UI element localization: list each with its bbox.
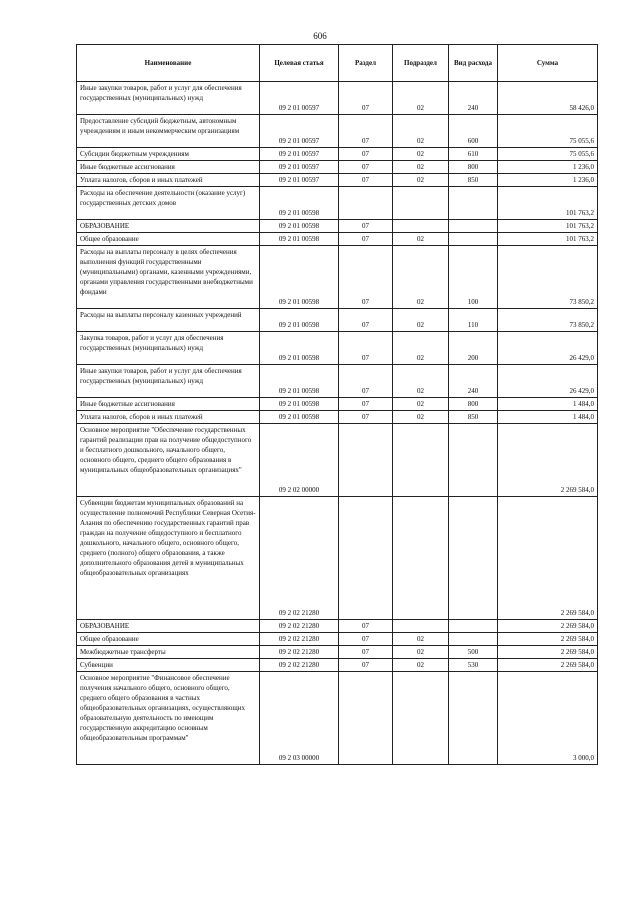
row-subsection: 02	[393, 148, 449, 161]
row-name: Расходы на выплаты персоналу в целях обеспечения выполнения функций государственными (муниципальными) органами, казенными учреждениями, органами управления государственными внебюджетными фондами	[77, 246, 260, 309]
row-subsection: 02	[393, 398, 449, 411]
row-section: 07	[339, 82, 393, 115]
table-row	[77, 672, 598, 765]
row-subsection	[393, 220, 449, 233]
row-expense-type	[449, 233, 498, 246]
column-header-sum: Сумма	[498, 45, 598, 82]
row-sum: 2 269 584,0	[498, 424, 598, 497]
row-sum: 73 850,2	[498, 309, 598, 332]
row-name: Субвенции бюджетам муниципальных образований на осуществление полномочий Республики Северная Осетия-Алания по обеспечению государственных гарантий прав граждан на получение общедоступного и бесплатного дошкольного, начального общего, основного общего, среднего (полного) общего образования, а также дополнительного образования детей в муниципальных общеобразовательных организациях	[77, 497, 260, 620]
row-name: Иные закупки товаров, работ и услуг для обеспечения государственных (муниципальных) нужд	[77, 82, 260, 115]
row-name: Основное мероприятие "Финансовое обеспечение получения начального общего, основного общего, среднего общего образования в частных общеобразовательных организациях, осуществляющих образовательную деятельность по имеющим государственную аккредитацию основным общеобразовательным программам"	[77, 672, 260, 765]
row-expense-type	[449, 497, 498, 620]
row-target: 09 2 01 00597	[260, 148, 339, 161]
row-name: Общее образование	[77, 633, 260, 646]
column-header-section: Раздел	[339, 45, 393, 82]
row-subsection: 02	[393, 246, 449, 309]
column-header-name: Наименование	[77, 45, 260, 82]
table-row	[77, 620, 598, 633]
row-sum: 2 269 584,0	[498, 633, 598, 646]
row-target: 09 2 01 00598	[260, 246, 339, 309]
row-subsection	[393, 620, 449, 633]
row-section: 07	[339, 148, 393, 161]
budget-table	[76, 44, 598, 765]
row-section: 07	[339, 633, 393, 646]
row-expense-type: 800	[449, 161, 498, 174]
row-subsection: 02	[393, 174, 449, 187]
table-row	[77, 115, 598, 148]
row-target: 09 2 01 00597	[260, 174, 339, 187]
row-subsection	[393, 424, 449, 497]
row-section: 07	[339, 398, 393, 411]
row-name: Расходы на выплаты персоналу казенных учреждений	[77, 309, 260, 332]
row-sum: 3 000,0	[498, 672, 598, 765]
row-name: Основное мероприятие "Обеспечение государственных гарантий реализации прав на получение общедоступного и бесплатного дошкольного, начального общего, основного общего, среднего общего образования в муниципальных общеобразовательных организациях"	[77, 424, 260, 497]
row-subsection: 02	[393, 161, 449, 174]
row-target: 09 2 02 21280	[260, 659, 339, 672]
row-section: 07	[339, 161, 393, 174]
row-section: 07	[339, 646, 393, 659]
row-subsection: 02	[393, 115, 449, 148]
row-subsection: 02	[393, 646, 449, 659]
row-expense-type	[449, 187, 498, 220]
row-name: Субвенции	[77, 659, 260, 672]
table-row	[77, 187, 598, 220]
row-subsection: 02	[393, 332, 449, 365]
row-sum: 26 429,0	[498, 365, 598, 398]
table-row	[77, 332, 598, 365]
row-sum: 2 269 584,0	[498, 497, 598, 620]
column-header-subsection: Подраздел	[393, 45, 449, 82]
row-target: 09 2 01 00597	[260, 115, 339, 148]
row-section	[339, 497, 393, 620]
row-sum: 75 055,6	[498, 115, 598, 148]
row-sum: 26 429,0	[498, 332, 598, 365]
row-section	[339, 187, 393, 220]
row-target: 09 2 01 00598	[260, 398, 339, 411]
table-row	[77, 497, 598, 620]
row-sum: 1 484,0	[498, 411, 598, 424]
row-target: 09 2 01 00598	[260, 187, 339, 220]
row-subsection	[393, 672, 449, 765]
row-subsection: 02	[393, 633, 449, 646]
table-row	[77, 646, 598, 659]
table-row	[77, 365, 598, 398]
table-row	[77, 174, 598, 187]
row-expense-type: 850	[449, 411, 498, 424]
row-name: Уплата налогов, сборов и иных платежей	[77, 174, 260, 187]
row-sum: 101 763,2	[498, 187, 598, 220]
row-section	[339, 672, 393, 765]
row-sum: 73 850,2	[498, 246, 598, 309]
table-row	[77, 633, 598, 646]
row-section	[339, 424, 393, 497]
row-section: 07	[339, 115, 393, 148]
row-target: 09 2 02 21280	[260, 633, 339, 646]
row-sum: 75 055,6	[498, 148, 598, 161]
page-number: 606	[313, 31, 327, 41]
row-target: 09 2 01 00598	[260, 233, 339, 246]
row-expense-type: 500	[449, 646, 498, 659]
table-row	[77, 161, 598, 174]
row-sum: 2 269 584,0	[498, 620, 598, 633]
row-target: 09 2 02 21280	[260, 620, 339, 633]
row-section: 07	[339, 246, 393, 309]
row-sum: 1 236,0	[498, 161, 598, 174]
table-row	[77, 398, 598, 411]
row-expense-type: 200	[449, 332, 498, 365]
row-target: 09 2 01 00598	[260, 411, 339, 424]
row-expense-type: 530	[449, 659, 498, 672]
row-expense-type: 610	[449, 148, 498, 161]
row-expense-type	[449, 220, 498, 233]
row-target: 09 2 01 00598	[260, 332, 339, 365]
table-row	[77, 148, 598, 161]
row-sum: 1 236,0	[498, 174, 598, 187]
row-sum: 58 426,0	[498, 82, 598, 115]
row-section: 07	[339, 220, 393, 233]
table-row	[77, 659, 598, 672]
table-row	[77, 220, 598, 233]
row-sum: 101 763,2	[498, 233, 598, 246]
row-name: Межбюджетные трансферты	[77, 646, 260, 659]
row-subsection: 02	[393, 233, 449, 246]
row-expense-type: 600	[449, 115, 498, 148]
row-target: 09 2 01 00597	[260, 161, 339, 174]
row-name: Субсидии бюджетным учреждениям	[77, 148, 260, 161]
row-target: 09 2 01 00597	[260, 82, 339, 115]
row-section: 07	[339, 309, 393, 332]
table-row	[77, 246, 598, 309]
row-target: 09 2 03 00000	[260, 672, 339, 765]
row-section: 07	[339, 233, 393, 246]
row-target: 09 2 02 00000	[260, 424, 339, 497]
row-expense-type: 100	[449, 246, 498, 309]
table-header-row	[77, 45, 598, 82]
row-target: 09 2 01 00598	[260, 365, 339, 398]
row-target: 09 2 01 00598	[260, 309, 339, 332]
row-subsection	[393, 497, 449, 620]
row-target: 09 2 02 21280	[260, 497, 339, 620]
row-name: Закупка товаров, работ и услуг для обеспечения государственных (муниципальных) нужд	[77, 332, 260, 365]
row-section: 07	[339, 332, 393, 365]
row-expense-type	[449, 633, 498, 646]
row-expense-type: 240	[449, 365, 498, 398]
row-name: Иные закупки товаров, работ и услуг для обеспечения государственных (муниципальных) нужд	[77, 365, 260, 398]
row-name: Уплата налогов, сборов и иных платежей	[77, 411, 260, 424]
row-expense-type	[449, 672, 498, 765]
row-target: 09 2 02 21280	[260, 646, 339, 659]
row-section: 07	[339, 620, 393, 633]
row-expense-type: 240	[449, 82, 498, 115]
table-row	[77, 309, 598, 332]
table-row	[77, 411, 598, 424]
row-expense-type: 800	[449, 398, 498, 411]
row-name: ОБРАЗОВАНИЕ	[77, 620, 260, 633]
row-section: 07	[339, 365, 393, 398]
row-sum: 101 763,2	[498, 220, 598, 233]
row-target: 09 2 01 00598	[260, 220, 339, 233]
row-sum: 1 484,0	[498, 398, 598, 411]
row-expense-type	[449, 424, 498, 497]
row-expense-type: 110	[449, 309, 498, 332]
row-name: ОБРАЗОВАНИЕ	[77, 220, 260, 233]
row-subsection: 02	[393, 659, 449, 672]
row-section: 07	[339, 659, 393, 672]
table-row	[77, 82, 598, 115]
row-sum: 2 269 584,0	[498, 659, 598, 672]
row-name: Предоставление субсидий бюджетным, автономным учреждениям и иным некоммерческим организациям	[77, 115, 260, 148]
table-row	[77, 233, 598, 246]
row-subsection	[393, 187, 449, 220]
row-name: Расходы на обеспечение деятельности (оказание услуг) государственных детских домов	[77, 187, 260, 220]
row-expense-type	[449, 620, 498, 633]
table-row	[77, 424, 598, 497]
row-section: 07	[339, 174, 393, 187]
row-name: Иные бюджетные ассигнования	[77, 161, 260, 174]
row-section: 07	[339, 411, 393, 424]
column-header-expense-type: Вид расхода	[449, 45, 498, 82]
row-subsection: 02	[393, 309, 449, 332]
column-header-target: Целевая статья	[260, 45, 339, 82]
row-subsection: 02	[393, 365, 449, 398]
row-name: Иные бюджетные ассигнования	[77, 398, 260, 411]
row-subsection: 02	[393, 411, 449, 424]
row-name: Общее образование	[77, 233, 260, 246]
row-sum: 2 269 584,0	[498, 646, 598, 659]
row-expense-type: 850	[449, 174, 498, 187]
row-subsection: 02	[393, 82, 449, 115]
